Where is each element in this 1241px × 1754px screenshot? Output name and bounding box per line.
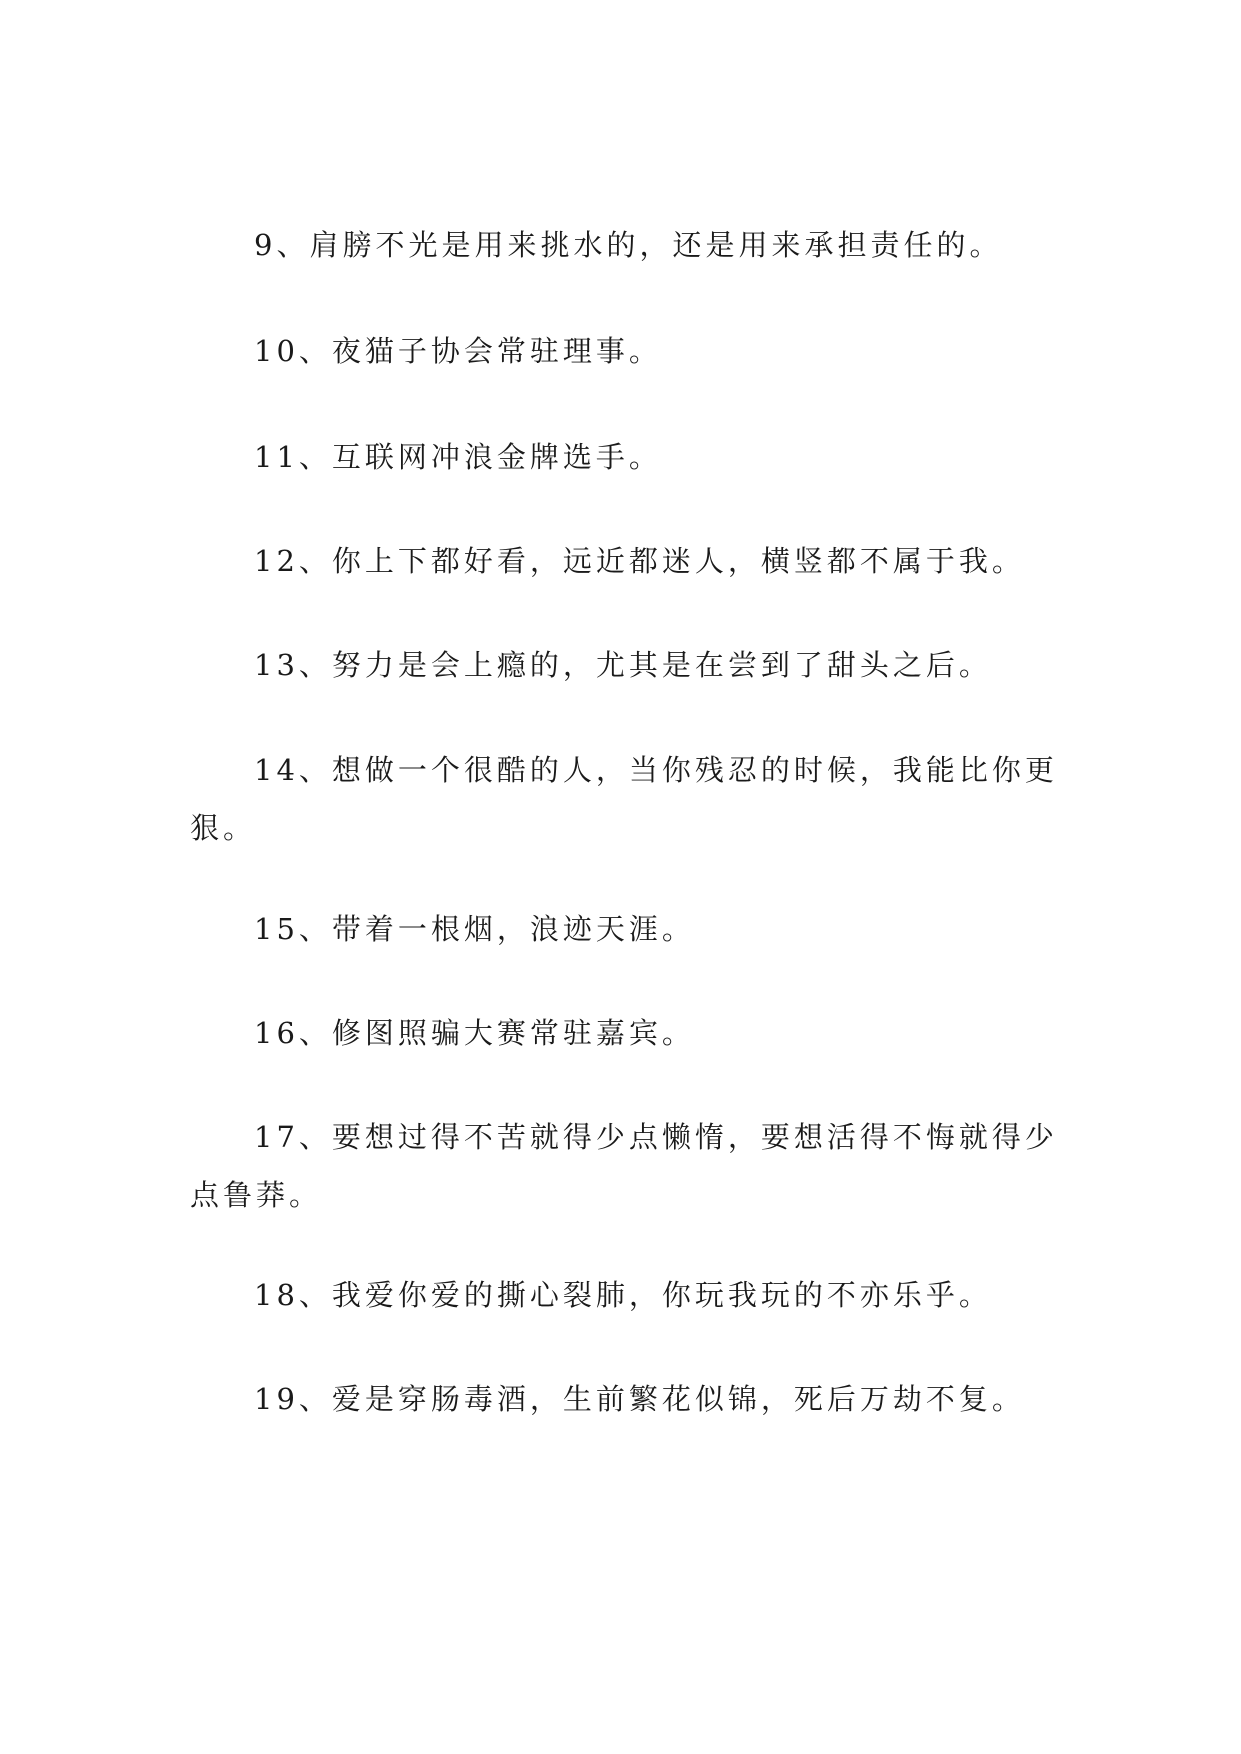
- paragraph-17: 17、要想过得不苦就得少点懒惰，要想活得不悔就得少点鲁莽。: [190, 1120, 1058, 1212]
- paragraph-16: 16、修图照骗大赛常驻嘉宾。: [254, 1016, 695, 1050]
- paragraph-19: 19、爱是穿肠毒酒，生前繁花似锦，死后万劫不复。: [254, 1382, 1025, 1416]
- paragraph-10: 10、夜猫子协会常驻理事。: [254, 334, 662, 368]
- paragraph-13: 13、努力是会上瘾的，尤其是在尝到了甜头之后。: [254, 648, 992, 682]
- paragraph-18: 18、我爱你爱的撕心裂肺，你玩我玩的不亦乐乎。: [254, 1278, 992, 1312]
- paragraph-12: 12、你上下都好看，远近都迷人，横竖都不属于我。: [254, 544, 1025, 578]
- paragraph-15: 15、带着一根烟，浪迹天涯。: [254, 912, 695, 946]
- paragraph-14: 14、想做一个很酷的人，当你残忍的时候，我能比你更狠。: [190, 753, 1058, 845]
- paragraph-9: 9、肩膀不光是用来挑水的，还是用来承担责任的。: [254, 228, 1003, 262]
- paragraph-11: 11、互联网冲浪金牌选手。: [254, 440, 662, 474]
